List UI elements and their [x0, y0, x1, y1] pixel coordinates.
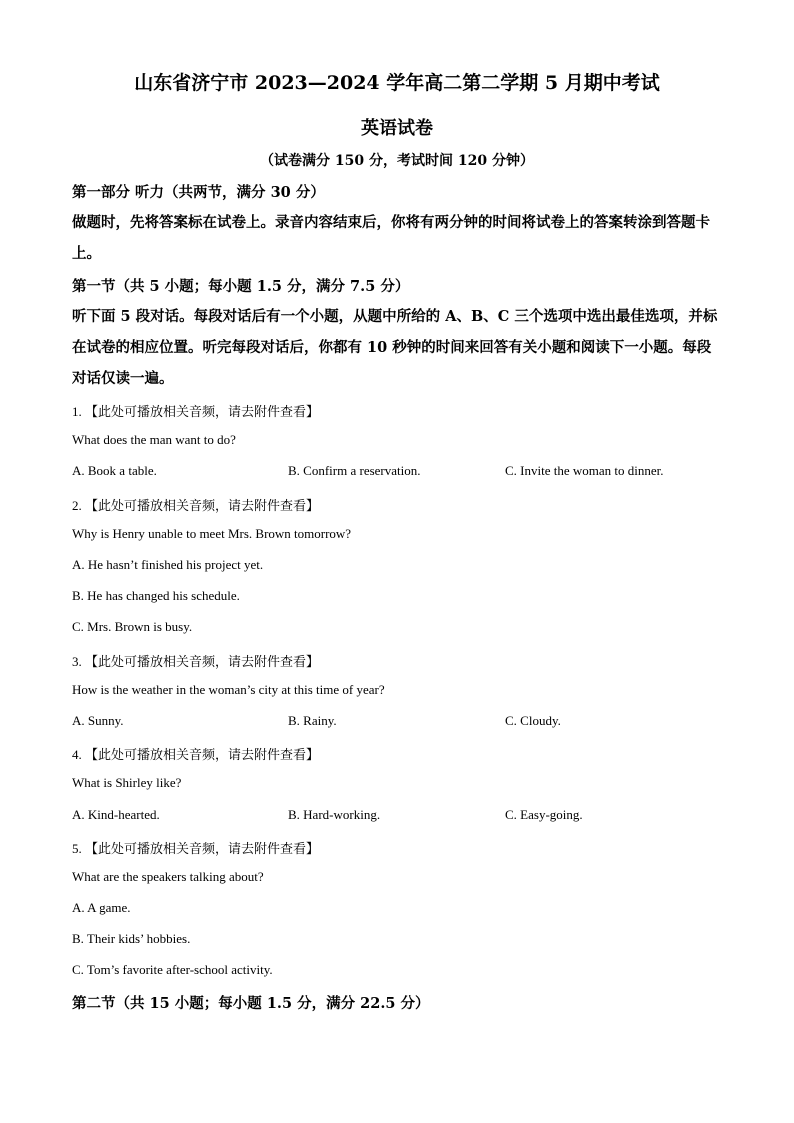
q4-option-c: C. Easy-going. [505, 807, 583, 822]
q4-option-a: A. Kind-hearted. [72, 807, 160, 822]
q2-option-c: C. Mrs. Brown is busy. [72, 619, 193, 634]
section1-heading: 第一节（共 5 小题；每小题 1.5 分，满分 7.5 分） [72, 278, 410, 295]
q5-stem: What are the speakers talking about? [72, 869, 264, 884]
q3-stem: How is the weather in the woman’s city at this time of year? [72, 682, 385, 697]
q1-option-a: A. Book a table. [72, 463, 157, 478]
q3-audio-placeholder[interactable]: 3. 【此处可播放相关音频，请去附件查看】 [72, 654, 320, 669]
q3-option-b: B. Rainy. [288, 713, 337, 728]
q4-stem: What is Shirley like? [72, 775, 182, 790]
section1-instruction: 听下面 5 段对话。每段对话后有一个小题，从题中所给的 A、B、C 三个选项中选出最佳选项，并标在试卷的相应位置。听完每段对话后，你都有 10 秒钟的时间来回答有关小题和阅读下一小题。每段对话仅读一遍。 [72, 308, 718, 387]
q5-audio-placeholder[interactable]: 5. 【此处可播放相关音频，请去附件查看】 [72, 841, 320, 856]
q1-option-c: C. Invite the woman to dinner. [505, 463, 664, 478]
q3-option-c: C. Cloudy. [505, 713, 561, 728]
part1-instruction: 做题时，先将答案标在试卷上。录音内容结束后，你将有两分钟的时间将试卷上的答案转涂到答题卡上。 [72, 214, 710, 262]
section2-heading: 第二节（共 15 小题；每小题 1.5 分，满分 22.5 分） [72, 995, 430, 1012]
q2-stem: Why is Henry unable to meet Mrs. Brown tomorrow? [72, 526, 352, 541]
q1-audio-placeholder[interactable]: 1. 【此处可播放相关音频，请去附件查看】 [72, 404, 320, 419]
exam-title: 山东省济宁市 2023—2024 学年高二第二学期 5 月期中考试 [134, 72, 660, 94]
q1-option-b: B. Confirm a reservation. [288, 463, 421, 478]
q4-audio-placeholder[interactable]: 4. 【此处可播放相关音频，请去附件查看】 [72, 747, 320, 762]
q2-option-b: B. He has changed his schedule. [72, 588, 240, 603]
q1-stem: What does the man want to do? [72, 432, 236, 447]
part1-heading: 第一部分 听力（共两节，满分 30 分） [72, 184, 325, 201]
q5-option-a: A. A game. [72, 900, 131, 915]
q5-option-b: B. Their kids’ hobbies. [72, 931, 191, 946]
q3-option-a: A. Sunny. [72, 713, 124, 728]
exam-note: （试卷满分 150 分，考试时间 120 分钟） [260, 153, 534, 169]
exam-subject: 英语试卷 [361, 118, 433, 139]
q4-option-b: B. Hard-working. [288, 807, 381, 822]
q5-option-c: C. Tom’s favorite after-school activity. [72, 962, 273, 977]
q2-option-a: A. He hasn’t finished his project yet. [72, 557, 264, 572]
q2-audio-placeholder[interactable]: 2. 【此处可播放相关音频，请去附件查看】 [72, 498, 320, 513]
